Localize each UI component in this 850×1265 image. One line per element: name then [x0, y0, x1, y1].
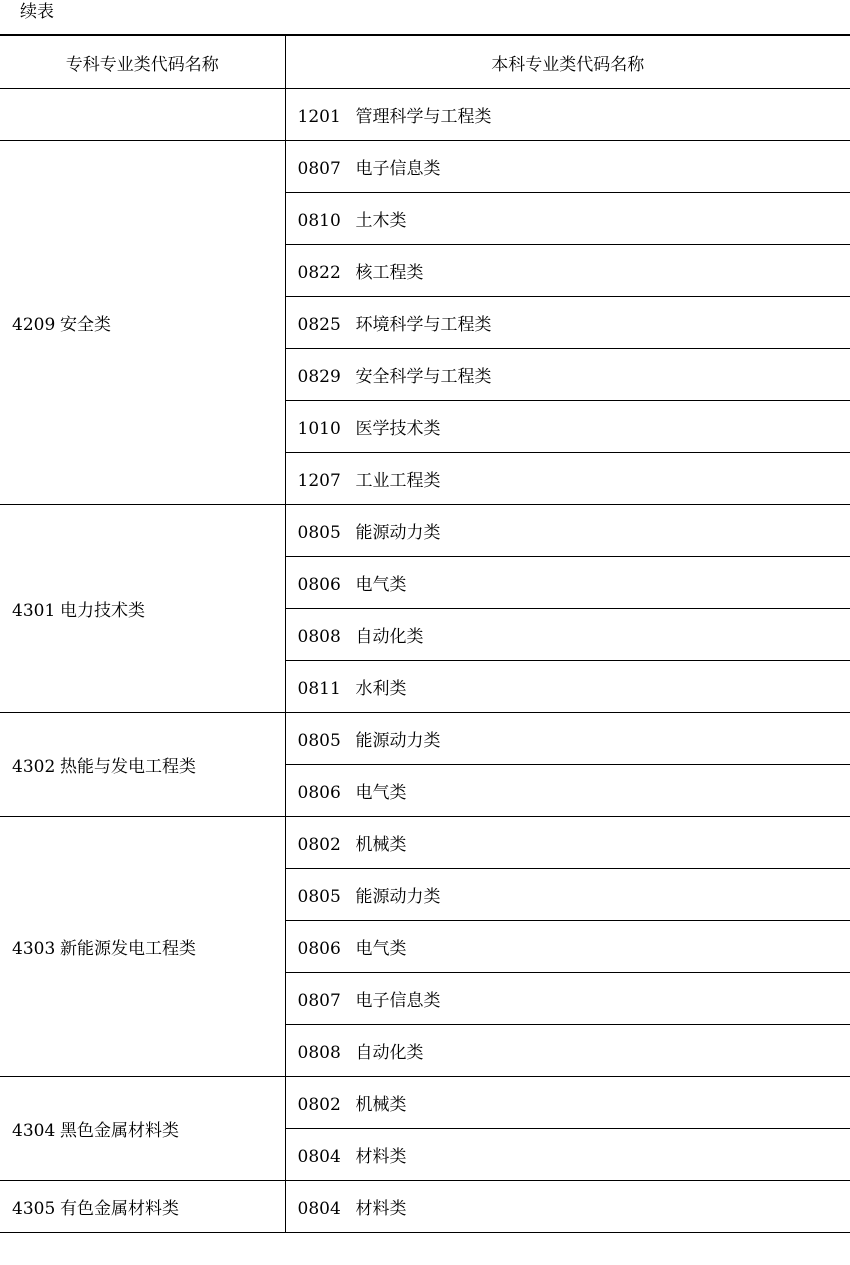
undergraduate-name: 环境科学与工程类 — [355, 315, 492, 335]
undergraduate-code: 0802 — [297, 835, 341, 855]
table-caption: 续表 — [20, 2, 54, 22]
undergraduate-name: 电子信息类 — [355, 991, 441, 1011]
undergraduate-name: 电气类 — [355, 783, 407, 803]
undergraduate-code: 0805 — [297, 731, 341, 751]
undergraduate-name: 材料类 — [355, 1147, 407, 1167]
vocational-code: 4303 — [12, 939, 56, 959]
vocational-code: 4304 — [12, 1121, 56, 1141]
undergraduate-category-cell — [285, 89, 850, 141]
undergraduate-code: 1010 — [297, 419, 341, 439]
undergraduate-category-cell — [285, 193, 850, 245]
undergraduate-category-cell — [285, 609, 850, 661]
undergraduate-code: 0807 — [297, 159, 341, 179]
undergraduate-category-cell — [285, 1129, 850, 1181]
table-row — [0, 817, 850, 869]
vocational-name: 电力技术类 — [60, 601, 145, 621]
undergraduate-category-cell — [285, 661, 850, 713]
undergraduate-code: 0811 — [297, 679, 341, 699]
undergraduate-name: 机械类 — [355, 1095, 407, 1115]
table-row — [0, 1077, 850, 1129]
undergraduate-name: 材料类 — [355, 1199, 407, 1219]
header-vocational: 专科专业类代码名称 — [0, 35, 285, 89]
undergraduate-name: 能源动力类 — [355, 523, 441, 543]
undergraduate-name: 电气类 — [355, 575, 407, 595]
undergraduate-category-cell — [285, 297, 850, 349]
vocational-category-cell — [0, 713, 285, 817]
undergraduate-name: 医学技术类 — [355, 419, 441, 439]
undergraduate-code: 1207 — [297, 471, 341, 491]
vocational-name: 新能源发电工程类 — [60, 939, 196, 959]
undergraduate-name: 电气类 — [355, 939, 407, 959]
undergraduate-category-cell — [285, 1025, 850, 1077]
vocational-code: 4301 — [12, 601, 56, 621]
undergraduate-code: 0804 — [297, 1147, 341, 1167]
vocational-category-cell — [0, 505, 285, 713]
undergraduate-category-cell — [285, 453, 850, 505]
vocational-name: 热能与发电工程类 — [60, 757, 196, 777]
undergraduate-category-cell — [285, 817, 850, 869]
vocational-category-cell — [0, 89, 285, 141]
undergraduate-name: 能源动力类 — [355, 887, 441, 907]
vocational-name: 有色金属材料类 — [60, 1199, 179, 1219]
undergraduate-name: 工业工程类 — [355, 471, 441, 491]
vocational-category-cell — [0, 141, 285, 505]
undergraduate-name: 安全科学与工程类 — [355, 367, 492, 387]
vocational-code: 4209 — [12, 315, 56, 335]
undergraduate-category-cell — [285, 713, 850, 765]
undergraduate-name: 自动化类 — [355, 1043, 424, 1063]
vocational-category-cell — [0, 817, 285, 1077]
undergraduate-code: 1201 — [297, 107, 341, 127]
undergraduate-category-cell — [285, 557, 850, 609]
undergraduate-category-cell — [285, 245, 850, 297]
undergraduate-name: 自动化类 — [355, 627, 424, 647]
undergraduate-name: 水利类 — [355, 679, 407, 699]
undergraduate-code: 0825 — [297, 315, 341, 335]
undergraduate-code: 0802 — [297, 1095, 341, 1115]
undergraduate-category-cell — [285, 141, 850, 193]
undergraduate-code: 0805 — [297, 523, 341, 543]
undergraduate-category-cell — [285, 1181, 850, 1233]
table-row — [0, 141, 850, 193]
undergraduate-category-cell — [285, 1077, 850, 1129]
major-mapping-table — [0, 34, 850, 1233]
undergraduate-code: 0808 — [297, 627, 341, 647]
table-row — [0, 505, 850, 557]
table-row — [0, 1181, 850, 1233]
vocational-category-cell — [0, 1077, 285, 1181]
undergraduate-code: 0822 — [297, 263, 341, 283]
undergraduate-name: 机械类 — [355, 835, 407, 855]
vocational-code: 4302 — [12, 757, 56, 777]
undergraduate-category-cell — [285, 921, 850, 973]
undergraduate-category-cell — [285, 401, 850, 453]
undergraduate-name: 核工程类 — [355, 263, 424, 283]
undergraduate-category-cell — [285, 973, 850, 1025]
table-row — [0, 89, 850, 141]
header-undergraduate: 本科专业类代码名称 — [285, 35, 850, 89]
header-row — [0, 35, 850, 89]
undergraduate-name: 管理科学与工程类 — [355, 107, 492, 127]
vocational-name: 安全类 — [60, 315, 111, 335]
undergraduate-name: 电子信息类 — [355, 159, 441, 179]
undergraduate-code: 0804 — [297, 1199, 341, 1219]
undergraduate-category-cell — [285, 869, 850, 921]
undergraduate-code: 0808 — [297, 1043, 341, 1063]
undergraduate-name: 土木类 — [355, 211, 407, 231]
undergraduate-code: 0806 — [297, 575, 341, 595]
undergraduate-code: 0807 — [297, 991, 341, 1011]
table-body — [0, 89, 850, 1233]
vocational-code: 4305 — [12, 1199, 56, 1219]
table-row — [0, 713, 850, 765]
undergraduate-code: 0829 — [297, 367, 341, 387]
undergraduate-name: 能源动力类 — [355, 731, 441, 751]
undergraduate-category-cell — [285, 765, 850, 817]
vocational-category-cell — [0, 1181, 285, 1233]
vocational-name: 黑色金属材料类 — [60, 1121, 179, 1141]
undergraduate-code: 0806 — [297, 939, 341, 959]
undergraduate-code: 0806 — [297, 783, 341, 803]
undergraduate-code: 0805 — [297, 887, 341, 907]
undergraduate-category-cell — [285, 505, 850, 557]
undergraduate-code: 0810 — [297, 211, 341, 231]
undergraduate-category-cell — [285, 349, 850, 401]
